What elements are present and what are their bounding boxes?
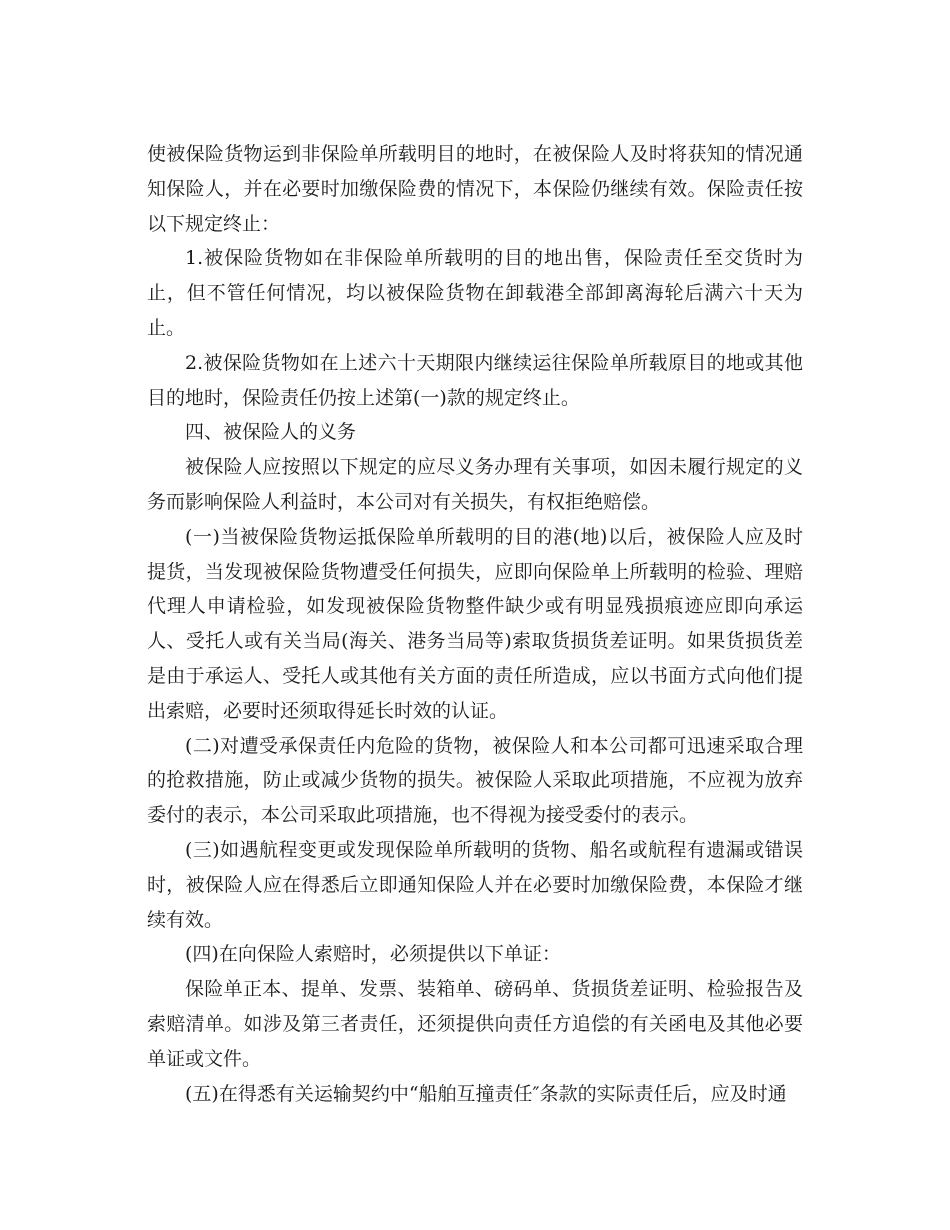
paragraph-item-1: (一)当被保险货物运抵保险单所载明的目的港(地)以后，被保险人应及时提货，当发现被保险货物遭受任何损失，应即向保险单上所载明的检验、理赔代理人申请检验，如发现被保险货物整件缺少或有明显残损痕迹应即向承运人、受托人或有关当局(海关、港务当局等)索取货损货差证明。如果货损货差是由于承运人、受托人或其他有关方面的责任所造成，应以书面方式向他们提出索赔，必要时还须取得延长时效的认证。: [147, 525, 803, 722]
paragraph-clause-2: 2.被保险货物如在上述六十天期限内继续运往保险单所载原目的地或其他目的地时，保险责任仍按上述第(一)款的规定终止。: [147, 351, 803, 409]
section-heading-obligations: 四、被保险人的义务: [185, 421, 357, 444]
paragraph-documents-list: 保险单正本、提单、发票、装箱单、磅码单、货损货差证明、检验报告及索赔清单。如涉及第三者责任，还须提供向责任方追偿的有关函电及其他必要单证或文件。: [147, 978, 803, 1070]
paragraph-item-4: (四)在向保险人索赔时，必须提供以下单证：: [185, 943, 561, 966]
paragraph-clause-1: 1.被保险货物如在非保险单所载明的目的地出售，保险责任至交货时为止，但不管任何情况，均以被保险货物在卸载港全部卸离海轮后满六十天为止。: [147, 247, 803, 339]
paragraph-item-5: (五)在得悉有关运输契约中“船舶互撞责任″条款的实际责任后，应及时通: [185, 1082, 787, 1105]
paragraph-obligations-intro: 被保险人应按照以下规定的应尽义务办理有关事项，如因未履行规定的义务而影响保险人利益时，本公司对有关损失，有权拒绝赔偿。: [147, 456, 803, 513]
paragraph-item-3: (三)如遇航程变更或发现保险单所载明的货物、船名或航程有遗漏或错误时，被保险人应在得悉后立即通知保险人并在必要时加缴保险费，本保险才继续有效。: [147, 838, 803, 931]
paragraph-continuation: 使被保险货物运到非保险单所载明目的地时，在被保险人及时将获知的情况通知保险人，并在必要时加缴保险费的情况下，本保险仍继续有效。保险责任按以下规定终止：: [147, 143, 803, 235]
paragraph-item-2: (二)对遭受承保责任内危险的货物，被保险人和本公司都可迅速采取合理的抢救措施，防止或减少货物的损失。被保险人采取此项措施，不应视为放弃委付的表示，本公司采取此项措施，也不得视为接受委付的表示。: [147, 734, 803, 827]
document-body: [147, 137, 803, 1111]
